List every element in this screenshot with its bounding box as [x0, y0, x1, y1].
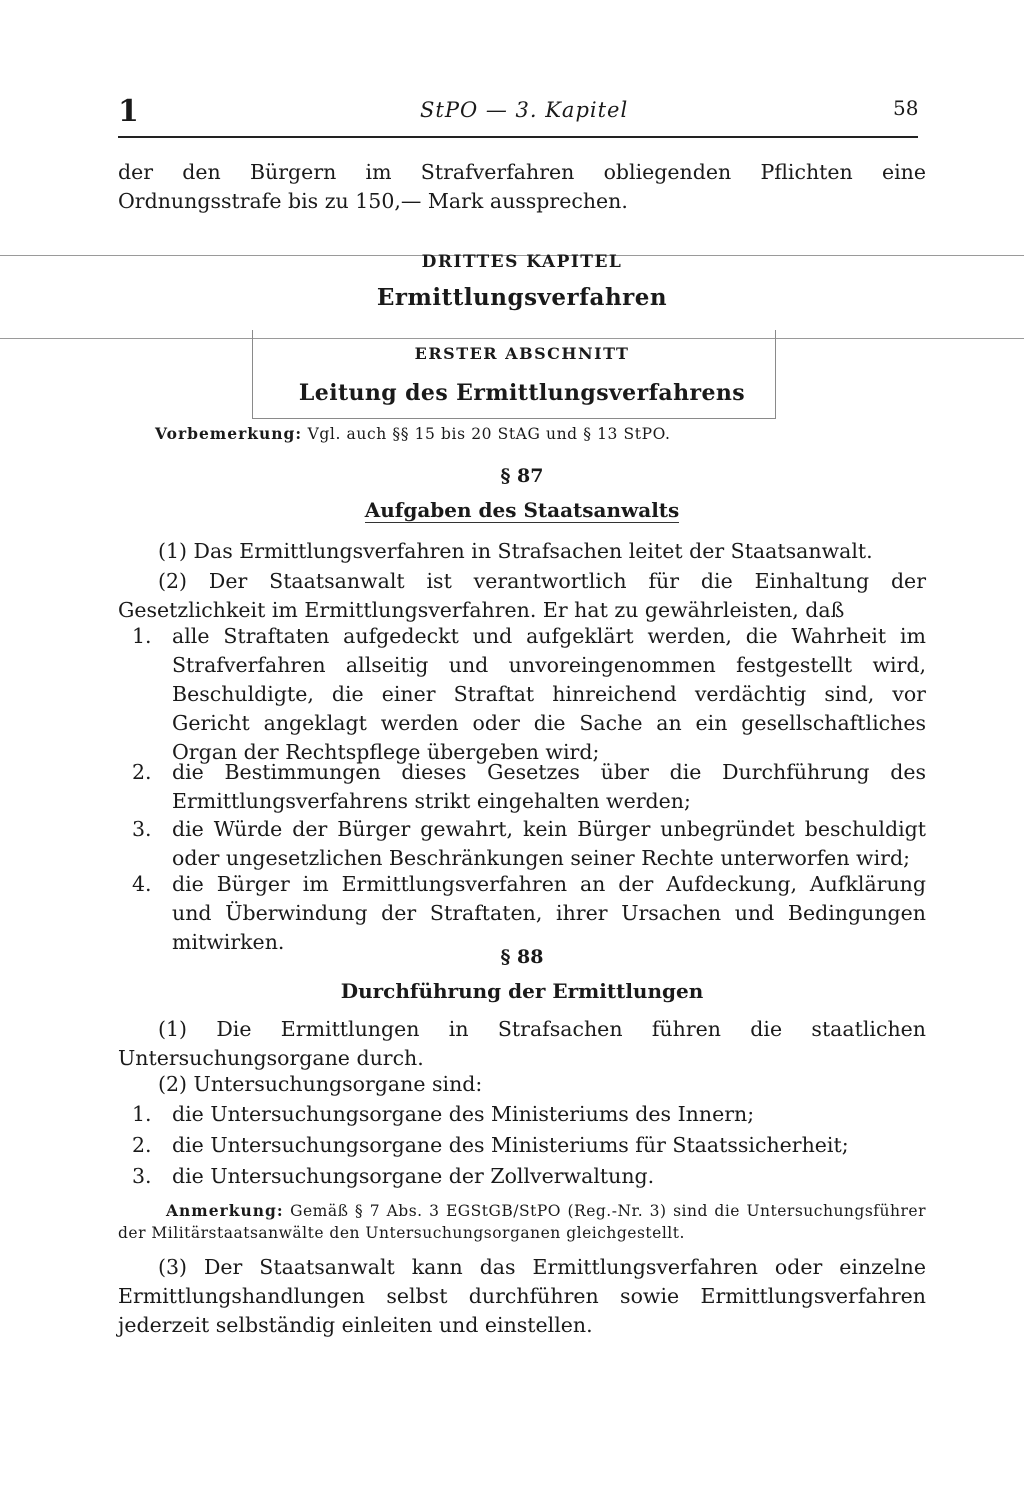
- paragraph-number: § 87: [500, 465, 544, 487]
- list-item: [132, 1162, 926, 1191]
- paragraph-title-text: Durchführung der Ermittlungen: [340, 979, 704, 1003]
- list-item-number: 1.: [132, 624, 152, 648]
- list-item-number: 3.: [132, 1164, 152, 1188]
- chapter-number: 1: [118, 94, 139, 129]
- list-item-number: 3.: [132, 817, 152, 841]
- list-item: [132, 622, 926, 767]
- list-item-text: die Bestimmungen dieses Gesetzes über die Durchführung des Ermittlungsverfahrens strikt eingehalten werden;: [172, 760, 926, 813]
- header-rule: [118, 136, 918, 138]
- preliminary-note: [155, 424, 671, 443]
- annotation-label: Anmerkung:: [166, 1201, 284, 1220]
- list-item-text: die Bürger im Ermittlungsverfahren an der Aufdeckung, Aufklärung und Überwindung der Straftaten, ihrer Ursachen und Bedingungen mitwirken.: [172, 872, 926, 954]
- list-item-number: 1.: [132, 1102, 152, 1126]
- list-item-number: 2.: [132, 760, 152, 784]
- list-item-text: alle Straftaten aufgedeckt und aufgeklärt werden, die Wahrheit im Strafverfahren allseitig und unvoreingenommen festgestellt wird, Beschuldigte, die einer Straftat hinreichend verdächtig sind, vor Gericht angeklagt werden oder die Sache an ein gesellschaftliches Organ der Rechtspflege übergeben wird;: [172, 624, 926, 764]
- list-item: [132, 1100, 926, 1129]
- list-item: [132, 1131, 926, 1160]
- paragraph-title: [118, 979, 926, 1003]
- page-number: 58: [893, 96, 919, 120]
- paragraph-88-abs1: (1) Die Ermittlungen in Strafsachen führen die staatlichen Untersuchungsorgane durch.: [118, 1017, 926, 1070]
- chapter-title: Ermittlungsverfahren: [376, 284, 668, 311]
- list-item-text: die Untersuchungsorgane der Zollverwaltung.: [172, 1164, 655, 1188]
- annotation-note: [118, 1200, 926, 1244]
- list-item-text: die Untersuchungsorgane des Ministeriums des Innern;: [172, 1102, 755, 1126]
- preliminary-note-label: Vorbemerkung:: [155, 424, 303, 443]
- chapter-label: DRITTES KAPITEL: [421, 252, 623, 272]
- paragraph-88-abs2: (2) Untersuchungsorgane sind:: [158, 1072, 483, 1096]
- preliminary-note-text: Vgl. auch §§ 15 bis 20 StAG und § 13 StPO.: [307, 425, 671, 443]
- paragraph-title: [118, 498, 926, 522]
- list-item-text: die Würde der Bürger gewahrt, kein Bürger unbegründet beschuldigt oder ungesetzlichen Beschränkungen seiner Rechte unterworfen wird;: [172, 817, 926, 870]
- list-item: [132, 815, 926, 873]
- section-title: Leitung des Ermittlungsverfahrens: [298, 380, 746, 406]
- paragraph-87-abs1: (1) Das Ermittlungsverfahren in Strafsachen leitet der Staatsanwalt.: [158, 539, 873, 563]
- paragraph-title-text: Aufgaben des Staatsanwalts: [364, 498, 680, 522]
- list-item-text: die Untersuchungsorgane des Ministeriums für Staatssicherheit;: [172, 1133, 849, 1157]
- list-item-number: 4.: [132, 872, 152, 896]
- list-item: [132, 758, 926, 816]
- list-item: [132, 870, 926, 957]
- section-label: ERSTER ABSCHNITT: [414, 344, 630, 363]
- running-title: StPO — 3. Kapitel: [420, 98, 629, 122]
- list-item-number: 2.: [132, 1133, 152, 1157]
- intro-paragraph: der den Bürgern im Strafverfahren obliegenden Pflichten eine Ordnungsstrafe bis zu 150,— Mark aussprechen.: [118, 160, 926, 213]
- annotation-text: Gemäß § 7 Abs. 3 EGStGB/StPO (Reg.-Nr. 3) sind die Untersuchungsführer der Militärstaatsanwälte den Untersuchungsorganen gleichgestellt.: [118, 1202, 926, 1242]
- paragraph-number: § 88: [500, 946, 544, 968]
- paragraph-87-abs2: (2) Der Staatsanwalt ist verantwortlich für die Einhaltung der Gesetzlichkeit im Ermittlungsverfahren. Er hat zu gewährleisten, daß: [118, 569, 926, 622]
- paragraph-88-abs3: (3) Der Staatsanwalt kann das Ermittlungsverfahren oder einzelne Ermittlungshandlungen selbst durchführen sowie Ermittlungsverfahren jederzeit selbständig einleiten und einstellen.: [118, 1255, 926, 1337]
